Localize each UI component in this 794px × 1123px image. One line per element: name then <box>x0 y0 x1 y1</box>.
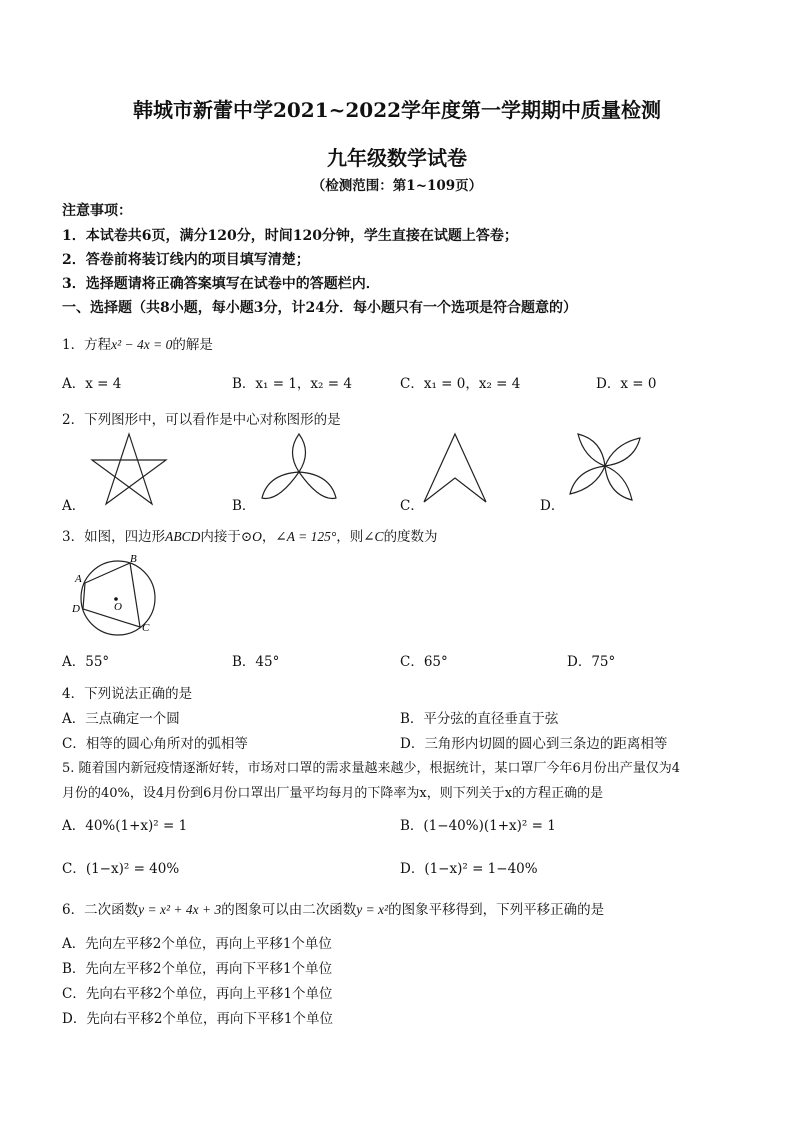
section-heading: 一、选择题（共8小题，每小题3分，计24分．每小题只有一个选项是符合题意的） <box>62 300 577 316</box>
notes-heading: 注意事项： <box>62 203 132 219</box>
q3-option-d: D．75° <box>567 654 616 670</box>
q2-option-b: B． <box>232 498 256 514</box>
q5-option-c: C．(1−x)² = 40% <box>62 861 180 877</box>
q2-option-d: D． <box>540 498 565 514</box>
q6-option-c: C．先向右平移2个单位，再向上平移1个单位 <box>62 986 333 1002</box>
q2-option-a: A． <box>62 498 86 514</box>
note-item: 2．答卷前将装订线内的项目填写清楚； <box>62 252 310 268</box>
question-3-stem: 3．如图，四边形ABCD内接于⊙O，∠A = 125°，则∠C的度数为 <box>62 529 438 545</box>
q4-option-a: A．三点确定一个圆 <box>62 711 180 727</box>
q6-option-d: D．先向右平移2个单位，再向下平移1个单位 <box>62 1011 334 1027</box>
question-2-stem: 2．下列图形中，可以看作是中心对称图形的是 <box>62 412 341 428</box>
note-item: 3．选择题请将正确答案填写在试卷中的答题栏内． <box>62 276 380 292</box>
exam-subtitle: 九年级数学试卷 <box>327 146 467 170</box>
exam-title: 韩城市新蕾中学2021~2022学年度第一学期期中质量检测 <box>132 98 662 122</box>
five-pointed-star <box>90 432 168 506</box>
question-6-stem: 6．二次函数y = x² + 4x + 3的图象可以由二次函数y = x²的图象平移得到，下列平移正确的是 <box>62 902 605 918</box>
question-4-stem: 4．下列说法正确的是 <box>62 686 193 702</box>
label-d: D <box>72 603 80 615</box>
three-petal-figure <box>258 432 340 504</box>
label-a: A <box>75 573 82 585</box>
q1-option-b: B．x₁ = 1，x₂ = 4 <box>232 376 352 392</box>
arrowhead-figure <box>420 432 490 506</box>
q3-option-c: C．65° <box>400 654 448 670</box>
q1-option-d: D．x = 0 <box>596 376 657 392</box>
label-b: B <box>130 553 137 565</box>
label-c: C <box>142 622 150 634</box>
exam-range: （检测范围：第1~109页） <box>311 178 483 194</box>
q4-option-b: B．平分弦的直径垂直于弦 <box>400 711 559 727</box>
q1-option-c: C．x₁ = 0，x₂ = 4 <box>400 376 521 392</box>
q5-option-d: D．(1−x)² = 1−40% <box>400 861 538 877</box>
four-petal-figure <box>562 428 648 506</box>
q5-option-a: A．40%(1+x)² = 1 <box>62 818 188 834</box>
question-5-stem-line2: 月份的40%，设4月份到6月份口罩出厂量平均每月的下降率为x，则下列关于x的方程正确的是 <box>62 786 604 801</box>
inscribed-quadrilateral-figure <box>66 554 166 636</box>
note-item: 1．本试卷共6页，满分120分，时间120分钟，学生直接在试题上答卷； <box>62 228 518 244</box>
question-1-stem: 1．方程x² − 4x = 0的解是 <box>62 337 213 353</box>
q3-option-b: B．45° <box>232 654 280 670</box>
q5-option-b: B．(1−40%)(1+x)² = 1 <box>400 818 556 834</box>
q6-option-b: B．先向左平移2个单位，再向下平移1个单位 <box>62 961 333 977</box>
q2-option-c: C． <box>400 498 424 514</box>
q3-option-a: A．55° <box>62 654 110 670</box>
q4-option-c: C．相等的圆心角所对的弧相等 <box>62 736 248 752</box>
label-o: O <box>114 601 122 613</box>
q6-option-a: A．先向左平移2个单位，再向上平移1个单位 <box>62 936 332 952</box>
q1-option-a: A．x = 4 <box>62 376 122 392</box>
question-5-stem-line1: 5. 随着国内新冠疫情逐渐好转，市场对口罩的需求量越来越少，根据统计，某口罩厂今年6月份出产量仅为4 <box>62 761 681 776</box>
q4-option-d: D．三角形内切圆的圆心到三条边的距离相等 <box>400 736 668 752</box>
